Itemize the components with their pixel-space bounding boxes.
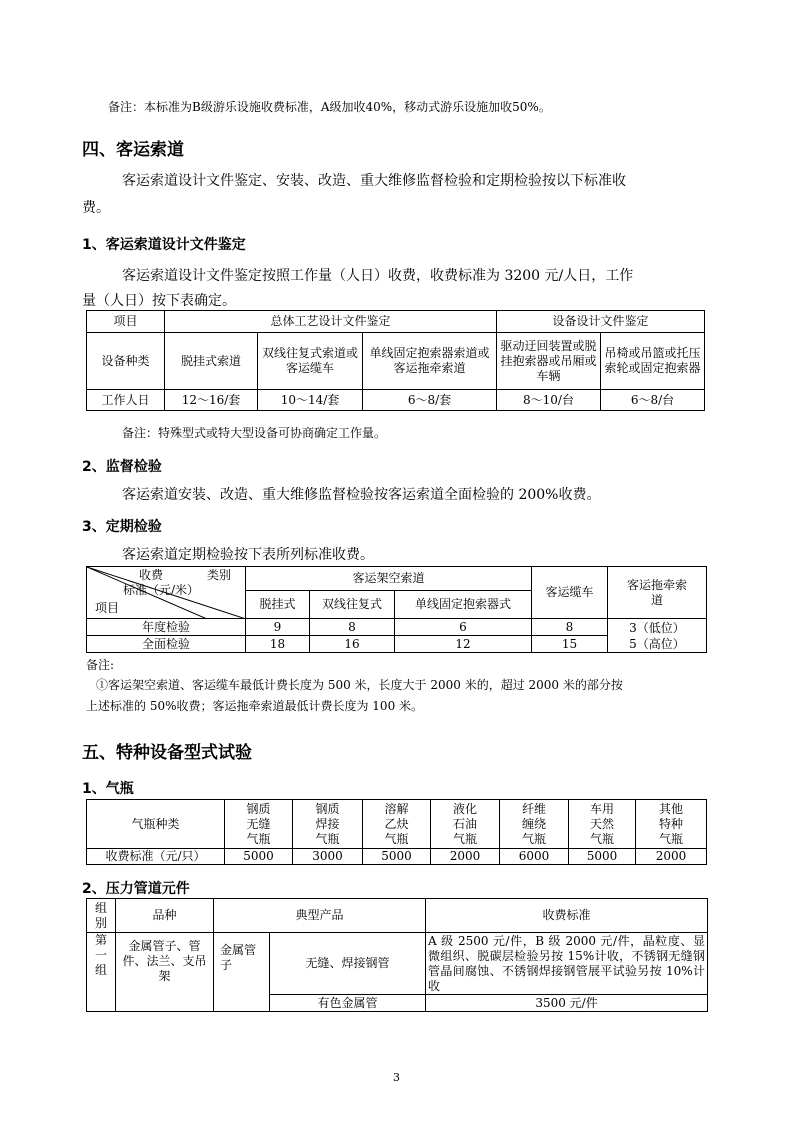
section-4-3-note-label: 备注: [86,658,115,672]
days-cell: 12～16/套 [165,390,258,411]
gas-cylinder-table [86,799,707,865]
type-cell: 驱动迂回装置或脱挂抱索器或吊厢或车辆 [497,333,601,390]
table-row [87,619,707,636]
header-funicular: 客运缆车 [532,567,608,619]
diag-category: 类别 [207,568,232,582]
cylinder-type: 其他 特种 气瓶 [636,800,707,849]
fee-cell: 3500 元/件 [426,995,708,1012]
pipe-component-table [86,898,708,1012]
variety-cell: 金属管子、管件、法兰、支吊架 [116,933,214,1012]
table-row [87,567,707,591]
periodic-inspection-table [86,566,707,653]
cylinder-type: 液化 石油 气瓶 [431,800,500,849]
cylinder-type: 车用 天然 气瓶 [569,800,636,849]
header-product: 典型产品 [214,899,426,933]
days-cell: 8～10/台 [497,390,601,411]
header-group-overall: 总体工艺设计文件鉴定 [165,311,497,333]
header-group-equipment: 设备设计文件鉴定 [497,311,705,333]
design-appraisal-table [86,310,705,411]
cylinder-type: 钢质 无缝 气瓶 [225,800,293,849]
fee-cell: 2000 [431,849,500,865]
fee-cell: 5000 [363,849,431,865]
table-row [87,849,707,865]
table-row [87,311,705,333]
diag-fee: 收费 [139,568,164,582]
diag-item: 项目 [95,601,120,615]
section-4-3-note-line1: ①客运架空索道、客运缆车最低计费长度为 500 米，长度大于 2000 米的，超过 2000 米的部分按 [96,678,623,692]
days-cell: 6～8/台 [601,390,705,411]
cylinder-type: 钢质 焊接 气瓶 [293,800,363,849]
section-4-title: 四、客运索道 [82,140,184,160]
type-label: 设备种类 [87,333,165,390]
type-cell: 双线往复式索道或客运缆车 [258,333,363,390]
fee-description: A 级 2500 元/件，B 级 2000 元/件，晶粒度、显微组织、脱碳层检验另按 15%计收，不锈钢无缝钢管晶间腐蚀、不锈钢焊接钢管展平试验另按 10%计收 [426,933,708,995]
cylinder-type: 溶解 乙炔 气瓶 [363,800,431,849]
days-label: 工作人日 [87,390,165,411]
aerial-type: 双线往复式 [310,591,395,619]
type-cell: 脱挂式索道 [165,333,258,390]
aerial-type: 脱挂式 [246,591,310,619]
header-variety: 品种 [116,899,214,933]
days-cell: 10～14/套 [258,390,363,411]
header-item: 项目 [87,311,165,333]
table-row [87,333,705,390]
fee-cell: 3000 [293,849,363,865]
row-value: 8 [532,619,608,636]
tow-values [608,619,707,653]
row-value: 15 [532,636,608,653]
group-cell: 第一组 [87,933,116,1012]
table-row [87,933,708,995]
type-cell: 吊椅或吊篮或托压索轮或固定抱索器 [601,333,705,390]
fee-cell: 5000 [225,849,293,865]
top-note: 备注：本标准为B级游乐设施收费标准，A级加收40%，移动式游乐设施加收50%。 [108,100,551,114]
section-4-1-title: 1、客运索道设计文件鉴定 [82,237,246,253]
section-4-1-para-line2: 量（人日）按下表确定。 [82,293,236,309]
row-value: 9 [246,619,310,636]
fee-cell: 5000 [569,849,636,865]
row-value: 6 [395,619,532,636]
section-4-1-para-line1: 客运索道设计文件鉴定按照工作量（人日）收费，收费标准为 3200 元/人日，工作 [122,268,634,284]
table-row [87,899,708,933]
row-value: 16 [310,636,395,653]
section-5-title: 五、特种设备型式试验 [82,743,252,763]
section-5-1-title: 1、气瓶 [82,781,134,797]
table-row [87,390,705,411]
diagonal-header [87,567,246,619]
sub-variety-cell: 金属管子 [214,933,270,1012]
header-fee: 收费标准 [426,899,708,933]
section-4-3-note-line2: 上述标准的 50%收费；客运拖牵索道最低计费长度为 100 米。 [86,699,424,713]
section-4-2-para: 客运索道安装、改造、重大维修监督检验按客运索道全面检验的 200%收费。 [122,487,601,503]
section-4-3-para: 客运索道定期检验按下表所列标准收费。 [122,547,374,563]
days-cell: 6～8/套 [363,390,497,411]
row-name: 全面检验 [87,636,246,653]
section-5-2-title: 2、压力管道元件 [82,881,190,897]
section-4-3-title: 3、定期检验 [82,519,162,535]
header-aerial: 客运架空索道 [246,567,532,591]
product-cell: 无缝、焊接钢管 [270,933,426,995]
row-name: 年度检验 [87,619,246,636]
section-4-2-title: 2、监督检验 [82,459,162,475]
fee-cell: 6000 [500,849,569,865]
row-value: 12 [395,636,532,653]
page-number: 3 [393,1071,400,1084]
row-value: 8 [310,619,395,636]
aerial-type: 单线固定抱索器式 [395,591,532,619]
section-4-intro-line1: 客运索道设计文件鉴定、安装、改造、重大维修监督检验和定期检验按以下标准收 [122,173,626,189]
fee-label: 收费标准（元/只） [87,849,225,865]
row-value: 18 [246,636,310,653]
diag-standard: 标准（元/米） [123,583,200,597]
header-tow: 客运拖牵索道 [608,567,707,619]
type-cell: 单线固定抱索器索道或客运拖牵索道 [363,333,497,390]
tow-low: 3（低位） [629,620,685,635]
table-row [87,800,707,849]
header-group: 组别 [87,899,116,933]
section-4-1-note: 备注：特殊型式或特大型设备可协商确定工作量。 [122,426,387,440]
cylinder-type-label: 气瓶种类 [87,800,225,849]
section-4-intro-line2: 费。 [82,200,110,216]
fee-cell: 2000 [636,849,707,865]
cylinder-type: 纤维 缠绕 气瓶 [500,800,569,849]
product-cell: 有色金属管 [270,995,426,1012]
tow-high: 5（高位） [629,636,685,651]
